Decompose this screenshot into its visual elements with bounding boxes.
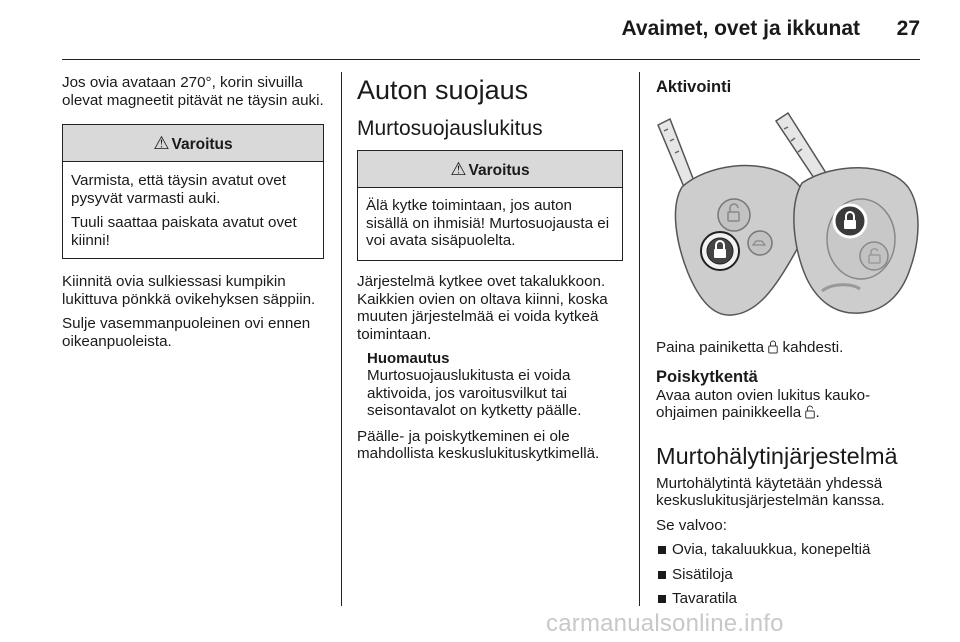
list-item: Tavaratila [656, 590, 922, 608]
section-heading: Auton suojaus [357, 75, 529, 105]
warning-triangle-icon: ⚠ [153, 133, 170, 153]
paragraph-monitors: Se valvoo: [656, 516, 727, 534]
subsection-heading: Murtosuojauslukitus [357, 117, 543, 140]
unlock-text-after: . [815, 404, 820, 421]
column-divider-right [639, 72, 640, 606]
key-fob-left [675, 166, 808, 316]
list-item: Sisätiloja [656, 566, 922, 584]
press-text-after: kahdesti. [782, 339, 844, 356]
warning-title-2: Varoitus [468, 162, 530, 179]
warning-text-2: Tuuli saattaa paiskata avatut ovet kiinni! [71, 214, 297, 249]
page-number: 27 [896, 17, 920, 40]
paragraph-bolts: Kiinnitä ovia sulkiessasi kumpikin lukittuva pönkkä ovikehyksen säppiin. [62, 273, 316, 308]
warning-text-1: Varmista, että täysin avatut ovet pysyvät varmasti auki. [71, 172, 286, 207]
warning-box-2 [357, 150, 623, 261]
warning-text-3: Älä kytke toimintaan, jos auton sisällä on ihmisiä! Murtosuojausta ei voi avata sisäpuolelta. [366, 197, 610, 249]
monitored-list [656, 541, 922, 608]
note-label: Huomautus [367, 350, 450, 367]
unlock-text-before: Avaa auton ovien lukitus kauko-ohjaimen painikkeella [656, 386, 871, 421]
list-item: Ovia, takaluukkua, konepeltiä [656, 541, 922, 559]
press-text-before: Paina painiketta [656, 339, 765, 356]
warning-box [62, 124, 324, 259]
warning-header-2 [358, 151, 622, 188]
padlock-closed-icon [768, 340, 778, 354]
paragraph-press-twice [656, 339, 922, 357]
activation-heading: Aktivointi [656, 78, 732, 96]
warning-header [63, 125, 323, 162]
column-2 [357, 72, 625, 463]
paragraph-unlock [656, 387, 922, 422]
fob-button-small [748, 231, 772, 255]
note-block [357, 350, 625, 420]
square-bullet-icon [658, 595, 666, 603]
paragraph-deadlock: Järjestelmä kytkee ovet takalukkoon. Kaikkien ovien on oltava kiinni, koska muuten järjestelmää ei voida kytkeä toimintaan. [357, 273, 608, 343]
deactivation-heading: Poiskytkentä [656, 367, 758, 386]
paragraph-switch: Päälle- ja poiskytkeminen ei ole mahdollista keskuslukituskytkimellä. [357, 427, 600, 462]
paragraph-alarm: Murtohälytintä käytetään yhdessä keskuslukitusjärjestelmän kanssa. [656, 474, 885, 509]
fob-right-unlock-button [860, 242, 888, 270]
running-header-title: Avaimet, ovet ja ikkunat [621, 17, 860, 40]
warning-title: Varoitus [171, 136, 233, 153]
paragraph-close-order: Sulje vasemmanpuoleinen ovi ennen oikeanpuoleista. [62, 315, 311, 350]
paragraph-doors-270: Jos ovia avataan 270°, korin sivuilla olevat magneetit pitävät ne täysin auki. [62, 74, 324, 109]
warning-body-2 [358, 188, 622, 250]
watermark: carmanualsonline.info [546, 610, 784, 637]
key-fob-illustration [656, 111, 922, 325]
warning-body [63, 162, 323, 249]
padlock-open-icon [805, 405, 815, 419]
header-rule [62, 59, 920, 60]
warning-triangle-icon: ⚠ [450, 159, 467, 179]
square-bullet-icon [658, 546, 666, 554]
column-1 [62, 72, 324, 350]
column-3 [656, 72, 922, 615]
square-bullet-icon [658, 571, 666, 579]
column-divider-left [341, 72, 342, 606]
key-blade-right [776, 113, 826, 181]
note-text: Murtosuojauslukitusta ei voida aktivoida, jos varoitusvilkut tai seisontavalot on kytketty päälle. [367, 367, 582, 419]
alarm-heading: Murtohälytinjärjestelmä [656, 442, 898, 469]
